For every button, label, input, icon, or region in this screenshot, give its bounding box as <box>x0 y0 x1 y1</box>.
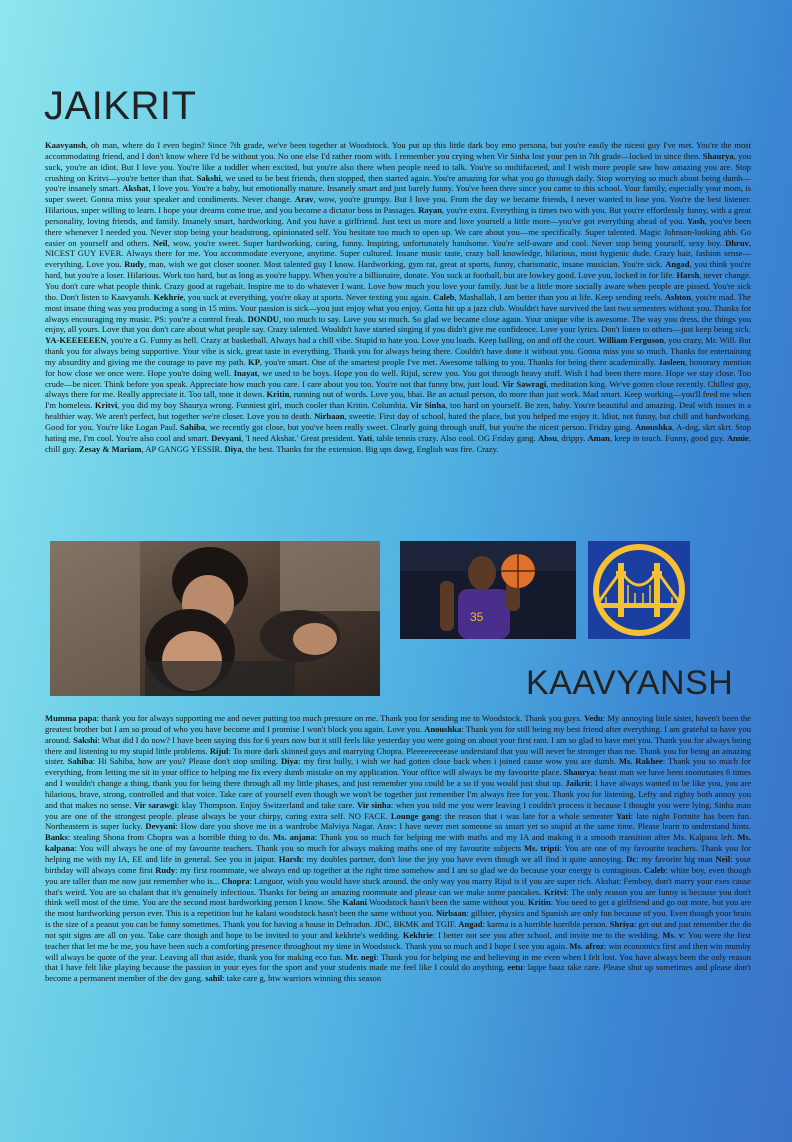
name-label: Mumma papa <box>45 713 97 723</box>
message-text: : gillster, physics and Spanish are only fun because of you. Even though your brain is the size of a peanut you can be funny sometimes. Thank you for having a house in Dehradun. JDC, BKMK and TGIF. <box>45 908 751 930</box>
message-text: : You are one of my favourite teachers. Thank you for helping me with my IA, EE and life in general. See you in jaipur. <box>45 843 751 864</box>
name-label: Ms. anjana <box>272 832 315 843</box>
message-text: , you're smart. One of the smartest people I've met. Awesome talking to you. Thanks for being there academically. <box>259 356 659 367</box>
message-text: , NICEST GUY EVER. Always there for me. You accommodate everyone, anytime. Super cultured. Insane music taste, crazy ball knowledge, hilarious, most hygienic dude. Crazy hair, fashion sense—everything. Love you. <box>45 237 751 270</box>
message-text: , you've been there whenever I needed you. Never stop being your headstrong, opinionated self. You hesitate too much to open up. We care about you—me specifically. Super talented. Magic Johnson-looking ahh. Go easier on yourself and others. <box>45 215 751 248</box>
kaavyansh-message-text <box>45 713 751 1073</box>
message-text: , you're a G. Funny as hell. Crazy at basketball. Always had a chill vibe. Stupid to hate you. Love you loads. Keep balling, on and off the court. <box>106 335 599 346</box>
name-label: Caleb <box>433 291 455 302</box>
name-label: Sakshi <box>196 172 221 183</box>
name-label: Kritvi <box>543 886 567 897</box>
message-text: , you think you're hard, but you're a loser. Hilarious. Work too hard, but as long as you're happy. When you're a billionaire, donate. You suck at football, but are lowkey good. Love you, locked in for life. <box>45 259 751 281</box>
message-text: : To more dark skinned guys and marrying Chopra. Pleeeeeeeeease understand that you will never be stronger than me. Thank you for being an amazing sister. <box>45 745 751 767</box>
message-text: : I have always wanted to be like you, you are hilarious, brave, strong, controlled and that voice. Take care of yourself even though we won't be together just remember I'm always free for you. Thank you for listening. Lefty and righty both annoy you and that makes no sense. <box>45 778 751 810</box>
message-text: , 'I need Akshat.' Great president. <box>241 432 358 443</box>
message-text: , never change. You don't care what people think. Crazy good at ragebait. Inspire me to do whatever I want. Love how much you love your family. Just be a little more socially aware when people are pissed. You're sick tho. Don't listen to Kaavyansh. <box>45 270 751 302</box>
name-label: YA-KEEEEEEN <box>45 335 107 346</box>
name-label: Ms. afroz <box>569 940 604 951</box>
message-text: : take care g, btw warriors winning this season <box>222 973 382 984</box>
name-label: Vedu <box>584 713 603 723</box>
name-label: Yash <box>687 215 705 226</box>
name-label: Neil <box>715 853 731 864</box>
message-text: : when you told me you were leaving I couldn't process it because I thought you were lying. Sinha man you are one of the strongest people. please always be your chirpy, caring extra self. NO FACE. <box>45 799 751 821</box>
name-label: Vir sinha <box>357 799 391 810</box>
name-label: Sakshi <box>73 734 98 745</box>
message-text: : Languor, wish you would have stuck around. the only way you marry Rijul is if you are super rich. Akshat: Femboy, don't marry your exes cause that's weird. You are so chalant that it's genuinely infectious. Thanks for being an amazing roommate and please can we make some pancakes. <box>45 875 751 897</box>
name-label: Aman <box>587 432 610 443</box>
message-text: : klay Thompson. Enjoy Switzerland and take care. <box>176 799 357 810</box>
name-label: Nirbaan <box>314 411 345 422</box>
message-text: , oh man, where do I even begin? Since 7th grade, we've been together at Woodstock. You put up this little dark boy emo persona, but you're easily the nicest guy I've met. You're the most accommodating friend, and I don't know where I'd be without you. No one else I'd rather room with. I remember you crying when Vir Sinha lost your pen in 7th grade—locked in since then. <box>45 140 751 161</box>
message-text: : What did I do now? I have been saying this for 6 years now but it still feels like yesterday you were going on about your first rant. I am so glad to have met you. Thank you for always being there and listening to my stupid little problems. <box>45 734 751 756</box>
name-label: Anoushka <box>634 421 672 432</box>
message-text: , table tennis crazy. Also cool. OG Friday gang. <box>372 432 538 443</box>
name-label: Rudy <box>124 259 145 270</box>
message-text: , AP GANGG YESSIR. <box>141 443 225 454</box>
message-text: : late night Fortnite has been fun. Northeastern is super lucky. <box>45 810 751 832</box>
message-text: : Hi Sahiba, how are you? Please don't stop smiling. <box>92 756 281 767</box>
message-text: : white boy, even though you are taller than me now just remember who is... <box>45 864 751 886</box>
message-text: : Thank you so much for helping me with maths and my IA and making it a smooth transition after Ms. Kalpana left. <box>314 832 738 843</box>
message-text: , drippy. <box>556 432 588 443</box>
name-label: Dhruv <box>725 237 749 248</box>
name-label: Rudy <box>155 864 176 875</box>
svg-text:35: 35 <box>470 610 484 624</box>
name-label: Shriya <box>609 919 634 930</box>
message-text: , wow, you're sweet. Super hardworking, caring, funny. Inspiring, unfortunately handsome. You're self-aware and cool. Never stop being yourself, sexy boy. <box>167 237 726 248</box>
message-text: , sweetie. First day of school, hated the place, but you helped me enjoy it. Idiot, not funny, but chill and hardworking. Good for you. You're like Logan Paul. <box>45 411 751 432</box>
message-text: , you suck, you're an idiot. But I love you. You're like a toddler when excited, but you're also there when people need to talk. You're so multifaceted, and I wish more people saw how amazing you are. Stop crushing on Kritvi—you're better than that. <box>45 150 751 183</box>
message-text: : Thank you for helping me and believing in me even when I felt lost. You have always been the only reason that I have felt like playing because the passion in your eyes for the sport and your students made me feel like I could do anything. <box>45 951 751 973</box>
message-text: : my first bully, i wish we had gotten close back when i joined cause wow you are dumb. <box>298 756 619 767</box>
message-text: : get out and just remember the do not spit signs are all on you. Take care though and hope to be invited to your and kekhrie's wedding. <box>45 919 751 940</box>
message-text: , too hard on yourself. Be zen, baby. You're beautiful and amazing. Deal with issues in a healthier way. We aren't perfect, but together we're closer. Love you to death. <box>45 400 751 422</box>
message-text: , you suck at everything, you're okay at sports. Never texting you again. <box>183 291 434 302</box>
name-label: Harsh <box>278 853 302 864</box>
page-title-kaavyansh: KAAVYANSH <box>526 664 734 702</box>
name-label: Banks <box>45 832 68 843</box>
golden-state-warriors-logo <box>588 541 690 639</box>
message-text: : How dare you shove me in a wardrobe Malviya Nagar. Arav: I have never met someone so smart yet so stupid at the same time. Please learn to understand hints. <box>175 821 751 832</box>
name-label: Nirbaan <box>435 908 467 919</box>
name-label: Yati <box>357 432 373 443</box>
name-label: Inayat <box>233 367 258 378</box>
name-label: Kritvi <box>94 400 118 411</box>
name-label: Kritin <box>527 897 551 908</box>
name-label: Zesay & Mariam <box>78 443 142 454</box>
name-label: Arav <box>294 194 314 205</box>
message-text: : karma is a horrible horrible person. <box>482 919 610 930</box>
message-text: : beast man we have been roommates 6 times and I wouldn't change a thing, thank you for being there through all my little phases, and just remember you could be a so if you would just shut up. <box>45 767 751 789</box>
message-text: , man, wish we got closer sooner. Most talented guy I know. Hardworking, gym rat, great at sports, funny, charismatic, insane musician. You're sick. <box>144 259 666 270</box>
name-label: Devyani <box>145 821 176 832</box>
message-text: : stealing Shona from Chopra was a horrible thing to do. <box>67 832 273 843</box>
name-label: Mr. negi <box>345 951 377 962</box>
name-label: Akshat <box>122 183 149 194</box>
message-text: : I better not see you after school, and invite me to the wedding. <box>432 929 663 940</box>
message-text: Woodstock hasn't been the same without you. <box>367 897 528 908</box>
message-text: , the best. Thanks for the extension. Big ups dawg, English was fire. Crazy. <box>241 443 499 454</box>
name-label: Ms. v <box>662 929 684 940</box>
name-label: Diya <box>280 756 299 767</box>
message-text: , we used to be best friends, then stopped, then started again. You're amazing for what you go through daily. Stop worrying so much about being dumb—you're insanely smart. <box>45 172 751 194</box>
message-text: : win economics first and then win mumby will always be quote of the year. Leaving all that aside, thank you for making eco fun. <box>45 940 751 962</box>
message-text: : You need to get a girlfriend and go out more, but you are the most hardworking person ever. This is a repetition but he kalani woodstock hasn't been the same without you. <box>45 897 751 919</box>
message-text: : thank you for always supporting me and never putting too much pressure on me. Thank you for sending me to Woodstock. Thank you guys. <box>96 713 585 723</box>
page-title-jaikrit: JAIKRIT <box>44 84 197 128</box>
name-label: Shaurya <box>702 150 734 161</box>
message-text: : my favorite big man <box>636 853 716 864</box>
name-label: Shaurya <box>563 767 595 778</box>
message-text: , chill guy. <box>45 432 751 454</box>
name-label: Kaavyansh <box>45 140 86 150</box>
name-label: Kekhrie <box>153 291 184 302</box>
name-label: Neil <box>152 237 168 248</box>
message-text: , wow, you're grumpy. But I love you. From the day we became friends, I never wanted to lose you. You're the best listener. Hilarious, super willing to learn. I hope your dreams come true, and you become a dictator boss in Passages. <box>45 194 751 216</box>
message-text: , you're mad. The most insane thing was you producing a song in 15 mins. Your passion is sick—you just enjoy what you enjoy. Gotta hit up a jazz club. Wouldn't have survived the last two semesters without you. Thanks for always encouraging my music. PS: you're a control freak. <box>45 291 751 324</box>
name-label: Sahiba <box>179 421 206 432</box>
name-label: Jasleen <box>658 356 685 367</box>
name-label: Ahsu <box>537 432 557 443</box>
message-text: : the reason that i was late for a whole semester <box>439 810 617 821</box>
name-label: Angad <box>458 919 483 930</box>
name-label: Devyani <box>211 432 242 443</box>
message-text: , honorary mention for how close we once were. Hope you're doing well. <box>45 356 751 378</box>
message-text: : You will always be one of my favourite teachers. Thank you so much for always making maths one of my favourite subjects <box>74 843 524 854</box>
message-text: , Mashallah, I am better than you at life. Keep sending reels. <box>454 291 665 302</box>
name-label: Rijul <box>209 745 229 756</box>
message-text: : my doubles partner, don't lose the joy you have even though we all find it quite annoying. <box>301 853 627 864</box>
message-text: , too much to say. Love you so much. So glad we became close again. Your unique vibe is awesome. The way you dress, the things you enjoy, all yours. Love that you don't care about what people say. Crazy talented. Wouldn't have started singing if you didn't give me confidence. Love your lyrics. Don't listen to others—just keep being sick. <box>45 313 751 335</box>
name-label: Annie <box>726 432 749 443</box>
name-label: Caleb <box>644 864 666 875</box>
name-label: Ms. Rakhee <box>618 756 663 767</box>
name-label: Harsh <box>676 270 700 281</box>
name-label: Kritin <box>266 389 290 400</box>
message-text: , you crazy, Mr. Will. But thank you for always being supportive. Your vibe is sick, great taste in everything. Thank you for always being there. Couldn't have done it without you. Gonna miss you so much. Thanks for entertaining my absurdity and giving me the courage to pave my path. <box>45 335 751 367</box>
message-text: : You were the first teacher that let me be me, you have been such a comforting presence throughout my time in Woodstock. Thank you so much and I hope I see you again. <box>45 929 751 951</box>
message-text: , we recently got close, but you've been really sweet. Clearly going through stuff, but you're the nicest person. Friday gang. <box>205 421 635 432</box>
name-label: Anoushka <box>424 723 462 734</box>
name-label: Ms. kalpana <box>45 832 751 854</box>
name-label: William Ferguson <box>598 335 664 346</box>
name-label: Jaikrit <box>565 778 591 789</box>
name-label: Dc <box>626 853 637 864</box>
name-label: sahil <box>205 973 223 984</box>
message-text: : lappe baaz take care. Please shut up sometimes and please don't become a permanent member of the dev gang. <box>45 962 751 984</box>
name-label: Diya <box>224 443 242 454</box>
message-text: , meditation king. We've gotten close recently. Chillest guy, always there for me. Really appreciate it. Too tall, tone it down. <box>45 378 751 400</box>
name-label: Yati <box>616 810 631 821</box>
name-label: Angad <box>665 259 690 270</box>
name-label: Chopra <box>221 875 250 886</box>
message-text: : The only reason you are funny is because you don't think well most of the time. You are the second most hardworking person I know. She <box>45 886 751 908</box>
message-text: , you're extra. Everything is times two with you. But you're effortlessly funny, with a great personality, loving friends, and family. Insanely smart, hardworking. And you have a girlfriend. Just text us more and love yourself a little more—you've got everything ahead of you. <box>45 205 751 226</box>
name-label: Kekhrie <box>402 929 433 940</box>
name-label: Vir Sawragi <box>502 378 547 389</box>
name-label: Ms. tripti <box>523 843 560 854</box>
message-text: , A-dog, skrt skrt. Stop hating me, I'm cool. You're also cool and smart. <box>45 421 751 443</box>
name-label: Lounge gang <box>390 810 440 821</box>
message-text: , you did my boy Shaurya wrong. Funniest girl, much cooler than Kritin. Columbia. <box>117 400 411 411</box>
name-label: Ashton <box>664 291 691 302</box>
message-text: , running out of words. Love you, bhai. Be an actual person, do more than just work. Mad smart. Keep working—you'll feed me when I'm homeless. <box>45 389 751 411</box>
name-label: eetu <box>507 962 523 973</box>
basketball-player-photo <box>400 541 576 639</box>
name-label: DONDU <box>247 313 279 324</box>
message-text: : my first roommate, we always end up together at the right time somehow and I am so glad we do because your energy is contagious. <box>175 864 645 875</box>
message-text: : My annoying little sister, haven't been the greatest brother but I am so proud of who you have become and I promise I won't block you again. Love you. <box>45 713 751 734</box>
message-text: : your birthday will always come first <box>45 853 751 875</box>
name-label: Vir sarawgi <box>133 799 177 810</box>
name-label: Vir Sinha <box>410 400 446 411</box>
jaikrit-message-text <box>45 140 751 526</box>
name-label: Rayan <box>418 205 442 216</box>
message-text: , we used to be boys. Hope you do well. Rijul, screw you. You got through heavy stuff. Wish I had been there more. Hope we stay close. Too crude—be nicer. Think before you speak. Appreciate how much you care. I care about you too. You're not that funny btw, just loud. <box>45 367 751 389</box>
message-text: : Thank you for still being my best friend after everything. I am grateful to have you around. <box>45 723 751 745</box>
name-label: Kalani <box>342 897 368 908</box>
friends-photo <box>50 541 380 696</box>
message-text: : Thank you so much for everything, from letting me sit in your office to helping me fix every dumb mistake on my application. Your office will always be my favourite place. <box>45 756 751 778</box>
name-label: KP <box>248 356 260 367</box>
message-text: , keep in touch. Funny, good guy. <box>609 432 727 443</box>
message-text: , I love you. You're a baby, but emotionally mature. Insanely smart and just barely funny. You've been there since you came to this school. Your family, especially your mom, is super sweet. Gonna miss your speaker and condiments. Never change. <box>45 183 751 205</box>
name-label: Sahiba <box>67 756 93 767</box>
